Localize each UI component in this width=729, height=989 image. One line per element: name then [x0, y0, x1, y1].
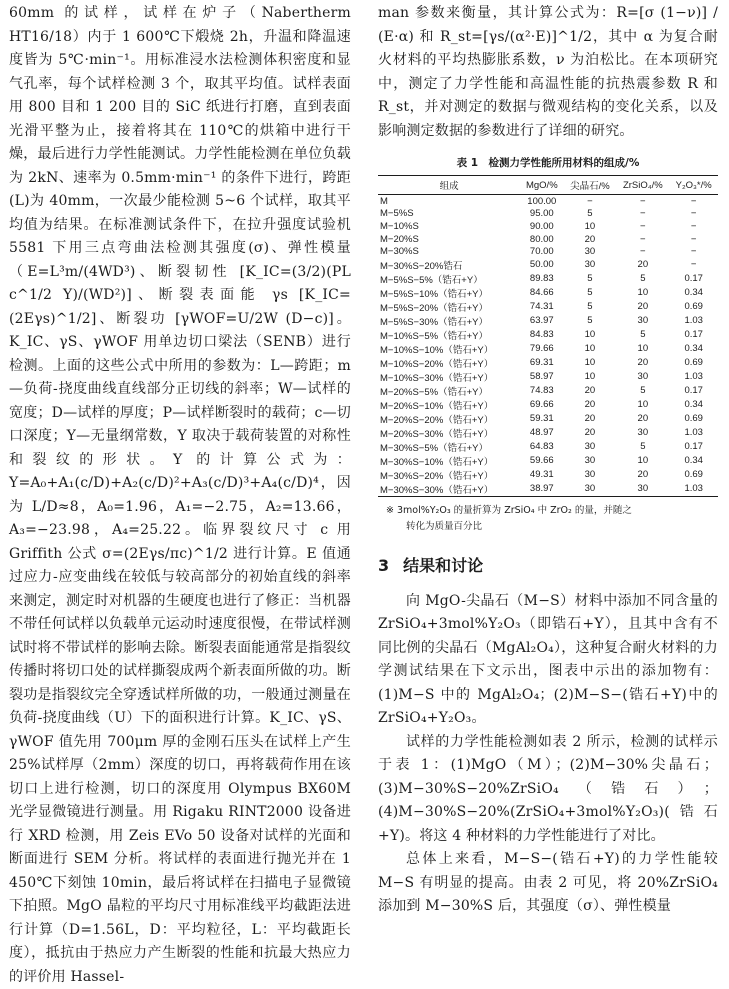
- value-cell: 63.97: [529, 315, 554, 327]
- value-cell: 1.03: [669, 482, 718, 497]
- table-row: [378, 440, 718, 454]
- composition-name-cell: M−30%S−20%锆石: [380, 260, 463, 272]
- composition-name-cell: M−5%S−5%（锆石+Y）: [380, 274, 483, 286]
- section-title: 结果和讨论: [403, 555, 484, 575]
- value-cell: 30: [584, 469, 596, 481]
- table-row: [378, 356, 718, 370]
- value-cell: 20: [584, 385, 596, 397]
- value-cell: 30: [637, 315, 649, 327]
- value-cell: 5: [587, 301, 593, 313]
- body-paragraph: 试样的力学性能检测如表 2 所示，检测的试样示于表 1：(1)MgO（M）；(2)M−30%尖晶石；(3)M−30%S−20%ZrSiO₄（锆石）；(4)M−30%S−20%(ZrSiO₄+3mol%Y₂O₃)(锆石+Y)。将这 4 种材料的力学性能进行了对比。: [378, 733, 718, 844]
- composition-name-cell: M−5%S−30%（锆石+Y）: [380, 316, 488, 328]
- table-row: [378, 426, 718, 440]
- column-header: Y₂O₃*/%: [669, 176, 718, 195]
- value-cell: 0.17: [684, 273, 703, 285]
- composition-table-block: [378, 155, 718, 535]
- value-cell: −: [690, 259, 697, 271]
- composition-name-cell: M−10%S−30%（锆石+Y）: [380, 372, 494, 384]
- value-cell: 10: [584, 371, 596, 383]
- value-cell: −: [587, 195, 593, 207]
- composition-name-cell: M−20%S−5%（锆石+Y）: [380, 386, 488, 398]
- value-cell: 10: [584, 220, 596, 232]
- value-cell: 10: [584, 329, 596, 341]
- value-cell: 20: [637, 259, 649, 271]
- composition-name-cell: M−30%S−10%（锆石+Y）: [380, 456, 494, 468]
- intro-paragraph: man 参数来衡量，其计算公式为：R=[σ (1−ν)] / (E·α) 和 R_st=[γs/(α²·E)]^1/2，其中 α 为复合耐火材料的平均热膨胀系数，ν 为泊松比。在本项研究中，测定了力学性能和高温性能的抗热震参数 R 和 R_st，并对测定的数据与微观结构的变化关系，以及影响测定数据的参数进行了详细的研究。: [378, 5, 718, 139]
- table-row: [378, 384, 718, 398]
- value-cell: −: [690, 195, 697, 207]
- column-header: ZrSiO₄/%: [616, 176, 669, 195]
- value-cell: 30: [584, 441, 596, 453]
- value-cell: 38.97: [520, 482, 563, 497]
- table-row: [378, 342, 718, 356]
- table-row: [378, 286, 718, 300]
- table-row: [378, 412, 718, 426]
- value-cell: 5: [640, 441, 646, 453]
- composition-name-cell: M: [380, 195, 388, 207]
- value-cell: −: [690, 246, 697, 258]
- value-cell: 84.66: [529, 287, 554, 299]
- body-paragraph: 向 MgO-尖晶石（M−S）材料中添加不同含量的 ZrSiO₄+3mol%Y₂O₃（即锆石+Y），且其中含有不同比例的尖晶石（MgAl₂O₄），这种复合耐火材料的力学测试结果在下文示出，图表中示出的添加物有：(1)M−S 中的 MgAl₂O₄；(2)M−S−(锆石+Y)中的 ZrSiO₄+Y₂O₃。: [378, 592, 718, 727]
- value-cell: −: [640, 195, 646, 207]
- composition-name-cell: M−10%S: [380, 220, 419, 232]
- value-cell: 49.31: [529, 469, 554, 481]
- value-cell: 0.34: [684, 455, 703, 467]
- value-cell: 59.31: [529, 413, 554, 425]
- table-header-row: [378, 176, 718, 195]
- value-cell: 5: [640, 329, 646, 341]
- value-cell: −: [640, 220, 646, 232]
- value-cell: −: [640, 208, 646, 220]
- table-row: [378, 233, 718, 246]
- value-cell: 5: [640, 385, 646, 397]
- value-cell: 20: [584, 233, 596, 245]
- value-cell: 30: [563, 482, 616, 497]
- composition-name-cell: M−30%S−30%（锆石+Y）: [378, 482, 520, 497]
- value-cell: 5: [587, 208, 593, 220]
- value-cell: 1.03: [684, 427, 703, 439]
- value-cell: 20: [584, 399, 596, 411]
- composition-name-cell: M−10%S−10%（锆石+Y）: [380, 344, 494, 356]
- table-footnote: [378, 503, 718, 535]
- value-cell: 69.66: [529, 399, 554, 411]
- composition-name-cell: M−20%S: [380, 233, 419, 245]
- table-row: [378, 208, 718, 221]
- composition-name-cell: M−5%S−20%（锆石+Y）: [380, 302, 488, 314]
- value-cell: 69.31: [529, 357, 554, 369]
- value-cell: −: [640, 246, 646, 258]
- value-cell: 30: [637, 371, 649, 383]
- composition-name-cell: M−5%S: [380, 208, 414, 220]
- value-cell: 5: [587, 287, 593, 299]
- section-number: 3: [378, 555, 390, 575]
- value-cell: 0.17: [684, 329, 703, 341]
- value-cell: 5: [587, 315, 593, 327]
- value-cell: 20: [637, 301, 649, 313]
- value-cell: 0.17: [684, 441, 703, 453]
- composition-name-cell: M−20%S−10%（锆石+Y）: [380, 400, 494, 412]
- value-cell: 20: [637, 357, 649, 369]
- value-cell: 89.83: [529, 273, 554, 285]
- value-cell: 30: [637, 427, 649, 439]
- value-cell: 58.97: [529, 371, 554, 383]
- value-cell: 79.66: [529, 343, 554, 355]
- table-row: [378, 482, 718, 497]
- table-title: 表 1 检测力学性能所用材料的组成/%: [456, 157, 640, 169]
- body-paragraph: 总体上来看，M−S−(锆石+Y)的力学性能较 M−S 有明显的提高。由表 2 可见，将 20%ZrSiO₄ 添加到 M−30%S 后，其强度（σ）、弹性模量: [378, 851, 718, 915]
- table-row: [378, 454, 718, 468]
- value-cell: 0.34: [684, 343, 703, 355]
- value-cell: 90.00: [529, 220, 554, 232]
- value-cell: 0.34: [684, 399, 703, 411]
- value-cell: 64.83: [529, 441, 554, 453]
- value-cell: 100.00: [527, 195, 557, 207]
- composition-name-cell: M−10%S−5%（锆石+Y）: [380, 330, 488, 342]
- table-row: [378, 258, 718, 272]
- value-cell: −: [690, 233, 697, 245]
- value-cell: −: [690, 208, 697, 220]
- value-cell: 95.00: [529, 208, 554, 220]
- left-column: [9, 2, 351, 989]
- value-cell: 30: [584, 259, 596, 271]
- composition-name-cell: M−30%S−5%（锆石+Y）: [380, 442, 488, 454]
- table-row: [378, 195, 718, 208]
- column-header: 组成: [378, 176, 520, 195]
- body-paragraph: 60mm 的试样，试样在炉子（Nabertherm HT16/18）内于 1 600℃下煅烧 2h，升温和降温速度皆为 5℃·min⁻¹。用标准浸水法检测体积密度和显气孔率，每个试样检测 3 个，取其平均值。试样表面用 800 目和 1 200 目的 SiC 纸进行打磨，直到表面光滑平整为止，接着将其在 110℃的烘箱中进行干燥，最后进行力学性能测试。力学性能检测在单位负载为 2kN、速率为 0.5mm·min⁻¹ 的条件下进行，跨距(L)为 40mm，一次最少能检测 5~6 个试样，取其平均值为结果。在标准测试条件下，在拉升强度试验机 5581 下用三点弯曲法检测其强度(σ)、弹性模量（E=L³m/(4WD³)、断裂韧性 [K_IC=(3/2)(PL c^1/2 Y)/(WD²)]、断裂表面能 γs [K_IC=(2Eγs)^1/2]、断裂功 [γWOF=U/2W (D−c)]。K_IC、γS、γWOF 用单边切口梁法（SENB）进行检测。上面的这些公式中所用的参数为：L—跨距；m—负荷-挠度曲线直线部分正切线的斜率；W—试样的宽度；D—试样的厚度；P—试样断裂时的载荷；c—切口深度；Y—无量纲常数，Y 取决于载荷装置的对称性和裂纹的形状。Y 的计算公式为：Y=A₀+A₁(c/D)+A₂(c/D)²+A₃(c/D)³+A₄(c/D)⁴，因为 L/D≈8，A₀=1.96，A₁=−2.75，A₂=13.66，A₃=−23.98，A₄=25.22。临界裂纹尺寸 c 用 Griffith 公式 σ=(2Eγs/πc)^1/2 进行计算。E 值通过应力-应变曲线在较低与较高部分的初始直线的斜率来测定，测定时对机器的生硬度也进行了修正：当机器不带任何试样以负载单元运动时速度很慢，在带试样测试时将不带试样的影响去除。断裂表面能通常是指裂纹传播时将切口处的试样撕裂成两个新表面所做的功。断裂功是指裂纹完全穿透试样所做的功，一般通过测量在负荷-挠度曲线（U）下的面积进行计算。K_IC、γS、γWOF 值先用 700μm 厚的金刚石压头在试样上产生 25%试样厚（2mm）深度的切口，再将载荷作用在该切口上进行检测，切口的深度用 Olympus BX60M 光学显微镜进行测量。用 Rigaku RINT2000 设备进行 XRD 检测，用 Zeis EVo 50 设备对试样的光面和断面进行 SEM 分析。将试样的表面进行抛光并在 1 450℃下刻蚀 10min，最后将试样在扫描电子显微镜下拍照。MgO 晶粒的平均尺寸用标准线平均截距法进行计算（D=1.56L，D：平均粒径，L：平均截距长度），抵抗由于热应力产生断裂的性能和抗最大热应力的评价用 Hassel-: [9, 5, 351, 985]
- value-cell: 74.31: [529, 301, 554, 313]
- value-cell: 20: [584, 427, 596, 439]
- value-cell: 10: [584, 357, 596, 369]
- right-column: [378, 2, 718, 919]
- column-header: 尖晶石/%: [563, 176, 616, 195]
- composition-name-cell: M−20%S−20%（锆石+Y）: [380, 414, 494, 426]
- value-cell: 10: [637, 287, 649, 299]
- value-cell: 10: [584, 343, 596, 355]
- composition-table: [378, 175, 718, 497]
- value-cell: 74.83: [529, 385, 554, 397]
- value-cell: 10: [637, 343, 649, 355]
- value-cell: 5: [640, 273, 646, 285]
- table-row: [378, 468, 718, 482]
- table-row: [378, 314, 718, 328]
- value-cell: 30: [584, 455, 596, 467]
- value-cell: −: [690, 220, 697, 232]
- value-cell: 50.00: [529, 259, 554, 271]
- composition-name-cell: M−10%S−20%（锆石+Y）: [380, 358, 494, 370]
- value-cell: 1.03: [684, 315, 703, 327]
- table-row: [378, 220, 718, 233]
- table-row: [378, 272, 718, 286]
- value-cell: 20: [637, 413, 649, 425]
- value-cell: 0.69: [684, 413, 703, 425]
- table-row: [378, 245, 718, 258]
- value-cell: 70.00: [529, 246, 554, 258]
- value-cell: 30: [584, 246, 596, 258]
- value-cell: 0.34: [684, 287, 703, 299]
- composition-name-cell: M−5%S−10%（锆石+Y）: [380, 288, 488, 300]
- table-row: [378, 370, 718, 384]
- value-cell: 0.69: [684, 301, 703, 313]
- table-row: [378, 328, 718, 342]
- composition-name-cell: M−20%S−30%（锆石+Y）: [380, 428, 494, 440]
- value-cell: 0.17: [684, 385, 703, 397]
- section-heading: [378, 553, 718, 576]
- value-cell: 84.83: [529, 329, 554, 341]
- value-cell: 59.66: [529, 455, 554, 467]
- value-cell: 1.03: [684, 371, 703, 383]
- value-cell: 10: [637, 455, 649, 467]
- value-cell: 20: [584, 413, 596, 425]
- composition-name-cell: M−30%S−20%（锆石+Y）: [380, 470, 494, 482]
- table-body: [378, 195, 718, 497]
- footnote-line: ※ 3mol%Y₂O₃ 的量折算为 ZrSiO₄ 中 ZrO₂ 的量，并随之: [386, 504, 632, 516]
- value-cell: 10: [637, 399, 649, 411]
- value-cell: −: [640, 233, 646, 245]
- value-cell: 0.69: [684, 469, 703, 481]
- table-row: [378, 300, 718, 314]
- value-cell: 20: [637, 469, 649, 481]
- table-row: [378, 398, 718, 412]
- value-cell: 48.97: [529, 427, 554, 439]
- composition-name-cell: M−30%S: [380, 246, 419, 258]
- value-cell: 5: [587, 273, 593, 285]
- value-cell: 0.69: [684, 357, 703, 369]
- value-cell: 80.00: [529, 233, 554, 245]
- column-header: MgO/%: [520, 176, 563, 195]
- value-cell: 30: [616, 482, 669, 497]
- footnote-line: 转化为质量百分比: [406, 520, 483, 532]
